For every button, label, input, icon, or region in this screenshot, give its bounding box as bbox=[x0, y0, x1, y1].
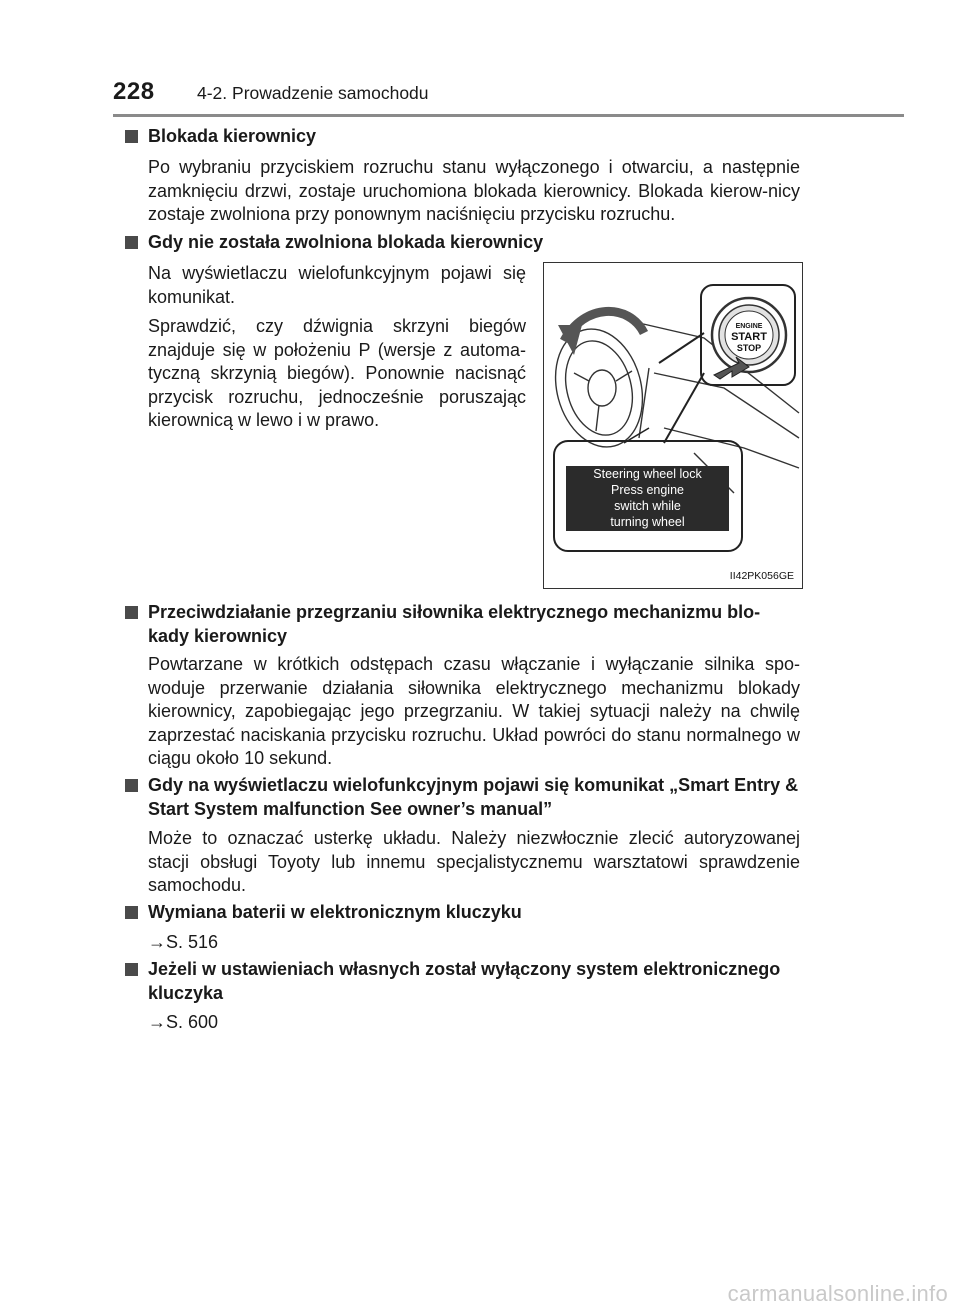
section-paragraph: Sprawdzić, czy dźwignia skrzyni biegów znajduje się w położeniu P (wersje z automa-tyczną skrzynią biegów). Ponownie nacisnąć przycisk rozruchu, jednocześnie poruszając kierownicą w lewo i w prawo. bbox=[148, 316, 526, 430]
steering-lock-drawing bbox=[544, 263, 802, 588]
bullet-square-icon bbox=[125, 906, 138, 919]
callout-line: turning wheel bbox=[610, 515, 685, 529]
bullet-square-icon bbox=[125, 130, 138, 143]
bullet-square-icon bbox=[125, 606, 138, 619]
section-paragraph: Może to oznaczać usterkę układu. Należy niezwłocznie zlecić autoryzowanej stacji obsługi Toyoty lub innemu specjalistycznemu warsztatowi sprawdzenie samochodu. bbox=[148, 828, 800, 895]
illustration bbox=[543, 262, 803, 589]
callout-line: Steering wheel lock bbox=[593, 467, 702, 481]
section-heading: Jeżeli w ustawieniach własnych został wyłączony system elektronicznego kluczyka bbox=[148, 959, 781, 1003]
message-callout bbox=[566, 466, 729, 531]
callout-line: Press engine bbox=[611, 483, 684, 497]
button-label-start: START bbox=[731, 331, 767, 343]
bullet-square-icon bbox=[125, 236, 138, 249]
page-reference: →S. 600 bbox=[148, 1012, 219, 1032]
section-heading: Gdy na wyświetlaczu wielofunkcyjnym pojawi się komunikat „Smart Entry & Start System malfunction See owner’s manual” bbox=[148, 775, 799, 819]
section-heading: Blokada kierownicy bbox=[148, 126, 317, 146]
page-number: 228 bbox=[113, 78, 155, 105]
header-rule bbox=[113, 114, 904, 117]
button-label-stop: STOP bbox=[736, 343, 762, 353]
watermark: carmanualsonline.info bbox=[727, 1281, 948, 1306]
bullet-square-icon bbox=[125, 963, 138, 976]
bullet-square-icon bbox=[125, 779, 138, 792]
button-label-engine: ENGINE bbox=[735, 323, 763, 330]
section-paragraph: Po wybraniu przyciskiem rozruchu stanu wyłączonego i otwarciu, a następnie zamknięciu drzwi, zostaje uruchomiona blokada kierownicy. Blokada kierow-nicy zostaje zwolniona przy ponownym naciśnięciu przycisku rozruchu. bbox=[148, 157, 800, 224]
figure-code: II42PK056GE bbox=[729, 570, 794, 582]
section-title: 4-2. Prowadzenie samochodu bbox=[197, 83, 429, 103]
section-paragraph: Na wyświetlaczu wielofunkcyjnym pojawi się komunikat. bbox=[148, 263, 526, 307]
section-heading: Przeciwdziałanie przegrzaniu siłownika elektrycznego mechanizmu blo-kady kierownicy bbox=[148, 602, 761, 646]
callout-line: switch while bbox=[614, 499, 681, 513]
section-heading: Gdy nie została zwolniona blokada kierownicy bbox=[148, 232, 544, 252]
section-paragraph: Powtarzane w krótkich odstępach czasu włączanie i wyłączanie silnika spo-woduje przerwanie działania siłownika elektrycznego mechanizmu blokady kierownicy, zapobiegając jego przegrzaniu. W takiej sytuacji należy na chwilę zaprzestać naciskania przycisku rozruchu. Układ powróci do stanu normalnego w ciągu około 10 sekund. bbox=[148, 654, 800, 768]
section-heading: Wymiana baterii w elektronicznym kluczyku bbox=[148, 902, 522, 922]
page-reference: →S. 516 bbox=[148, 932, 219, 952]
